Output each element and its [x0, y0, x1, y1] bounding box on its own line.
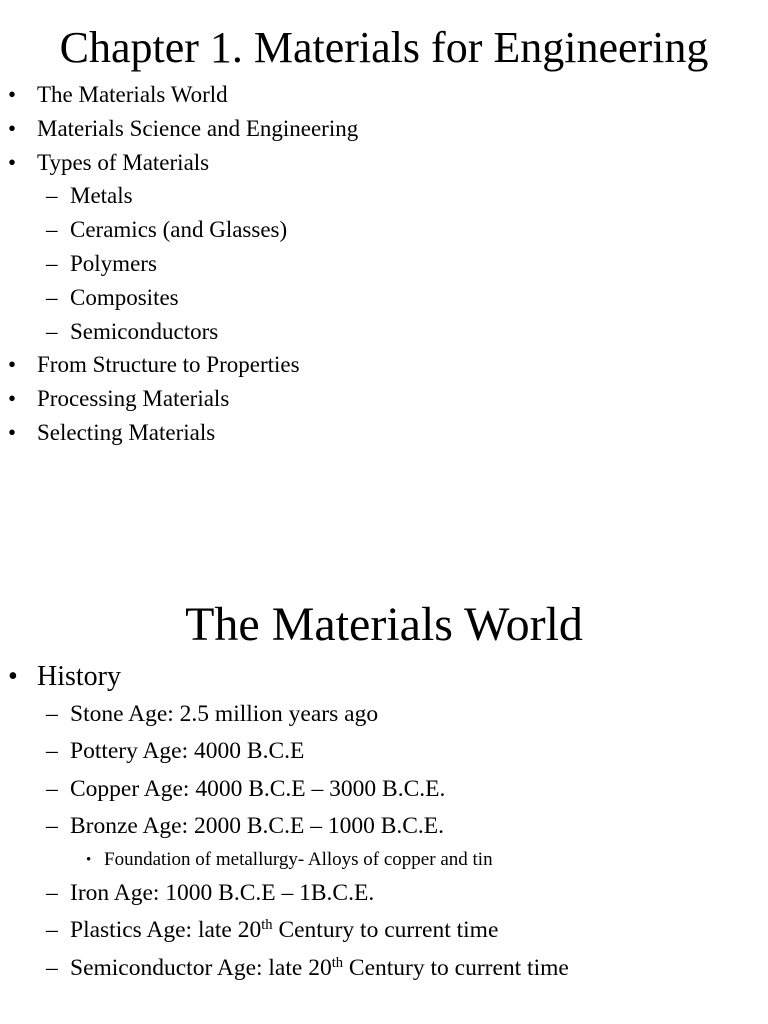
list-item-text: Semiconductors	[70, 318, 219, 344]
list-item-text: Copper Age: 4000 B.C.E – 3000 B.C.E.	[70, 775, 446, 802]
dash-marker: –	[46, 880, 58, 907]
list-item-text: Ceramics (and Glasses)	[70, 217, 288, 243]
slide-title: The Materials World	[185, 598, 583, 651]
dash-marker: –	[46, 701, 58, 727]
dash-marker: –	[46, 284, 58, 310]
ordinal-superscript: th	[261, 917, 273, 934]
list-item-text: Selecting Materials	[37, 419, 216, 445]
list-item-text: Metals	[70, 183, 133, 209]
ordinal-superscript: th	[331, 954, 344, 971]
dash-marker: –	[46, 250, 58, 276]
dash-marker: –	[46, 775, 58, 802]
list-item-text: From Structure to Properties	[37, 352, 300, 378]
list-item-text: Bronze Age: 2000 B.C.E – 1000 B.C.E.	[70, 812, 445, 839]
list-item-text: The Materials World	[37, 82, 228, 107]
list-item-text: Stone Age: 2.5 million years ago	[70, 701, 379, 727]
list-item-text: Foundation of metallurgy- Alloys of copper and tin	[104, 849, 493, 871]
list-item-text: Polymers	[70, 250, 157, 276]
dash-marker: –	[46, 917, 58, 944]
dash-marker: –	[46, 738, 58, 765]
bullet-marker: •	[8, 352, 17, 378]
list-item-text: Iron Age: 1000 B.C.E – 1B.C.E.	[70, 880, 375, 907]
bullet-marker: •	[8, 82, 17, 107]
text-before-superscript: Semiconductor Age: late 20	[70, 954, 332, 981]
list-item-text: Types of Materials	[37, 149, 210, 175]
list-item-text: Composites	[70, 284, 179, 310]
list-item-text: Pottery Age: 4000 B.C.E	[70, 738, 305, 765]
dash-marker: –	[46, 812, 58, 839]
slide-materials-world	[0, 590, 768, 1024]
list-item-text: Processing Materials	[37, 386, 230, 412]
list-item-text	[70, 950, 569, 987]
list-item-text: Materials Science and Engineering	[37, 115, 359, 141]
slide-title: Chapter 1. Materials for Engineering	[59, 23, 709, 72]
dash-marker: –	[46, 954, 58, 981]
bullet-marker: •	[8, 115, 17, 141]
dash-marker: –	[46, 217, 58, 243]
slide-chapter-overview	[0, 0, 768, 470]
list-item-text: History	[37, 661, 121, 692]
bullet-marker: •	[8, 419, 17, 445]
list-item-text	[70, 912, 498, 949]
text-after-superscript: Century to current time	[272, 917, 499, 944]
bullet-marker: •	[8, 661, 18, 692]
bullet-marker: •	[86, 852, 92, 869]
dash-marker: –	[46, 318, 58, 344]
dash-marker: –	[46, 183, 58, 209]
bullet-marker: •	[8, 386, 17, 412]
bullet-marker: •	[8, 149, 17, 175]
text-after-superscript: Century to current time	[343, 954, 569, 981]
text-before-superscript: Plastics Age: late 20	[70, 917, 262, 944]
